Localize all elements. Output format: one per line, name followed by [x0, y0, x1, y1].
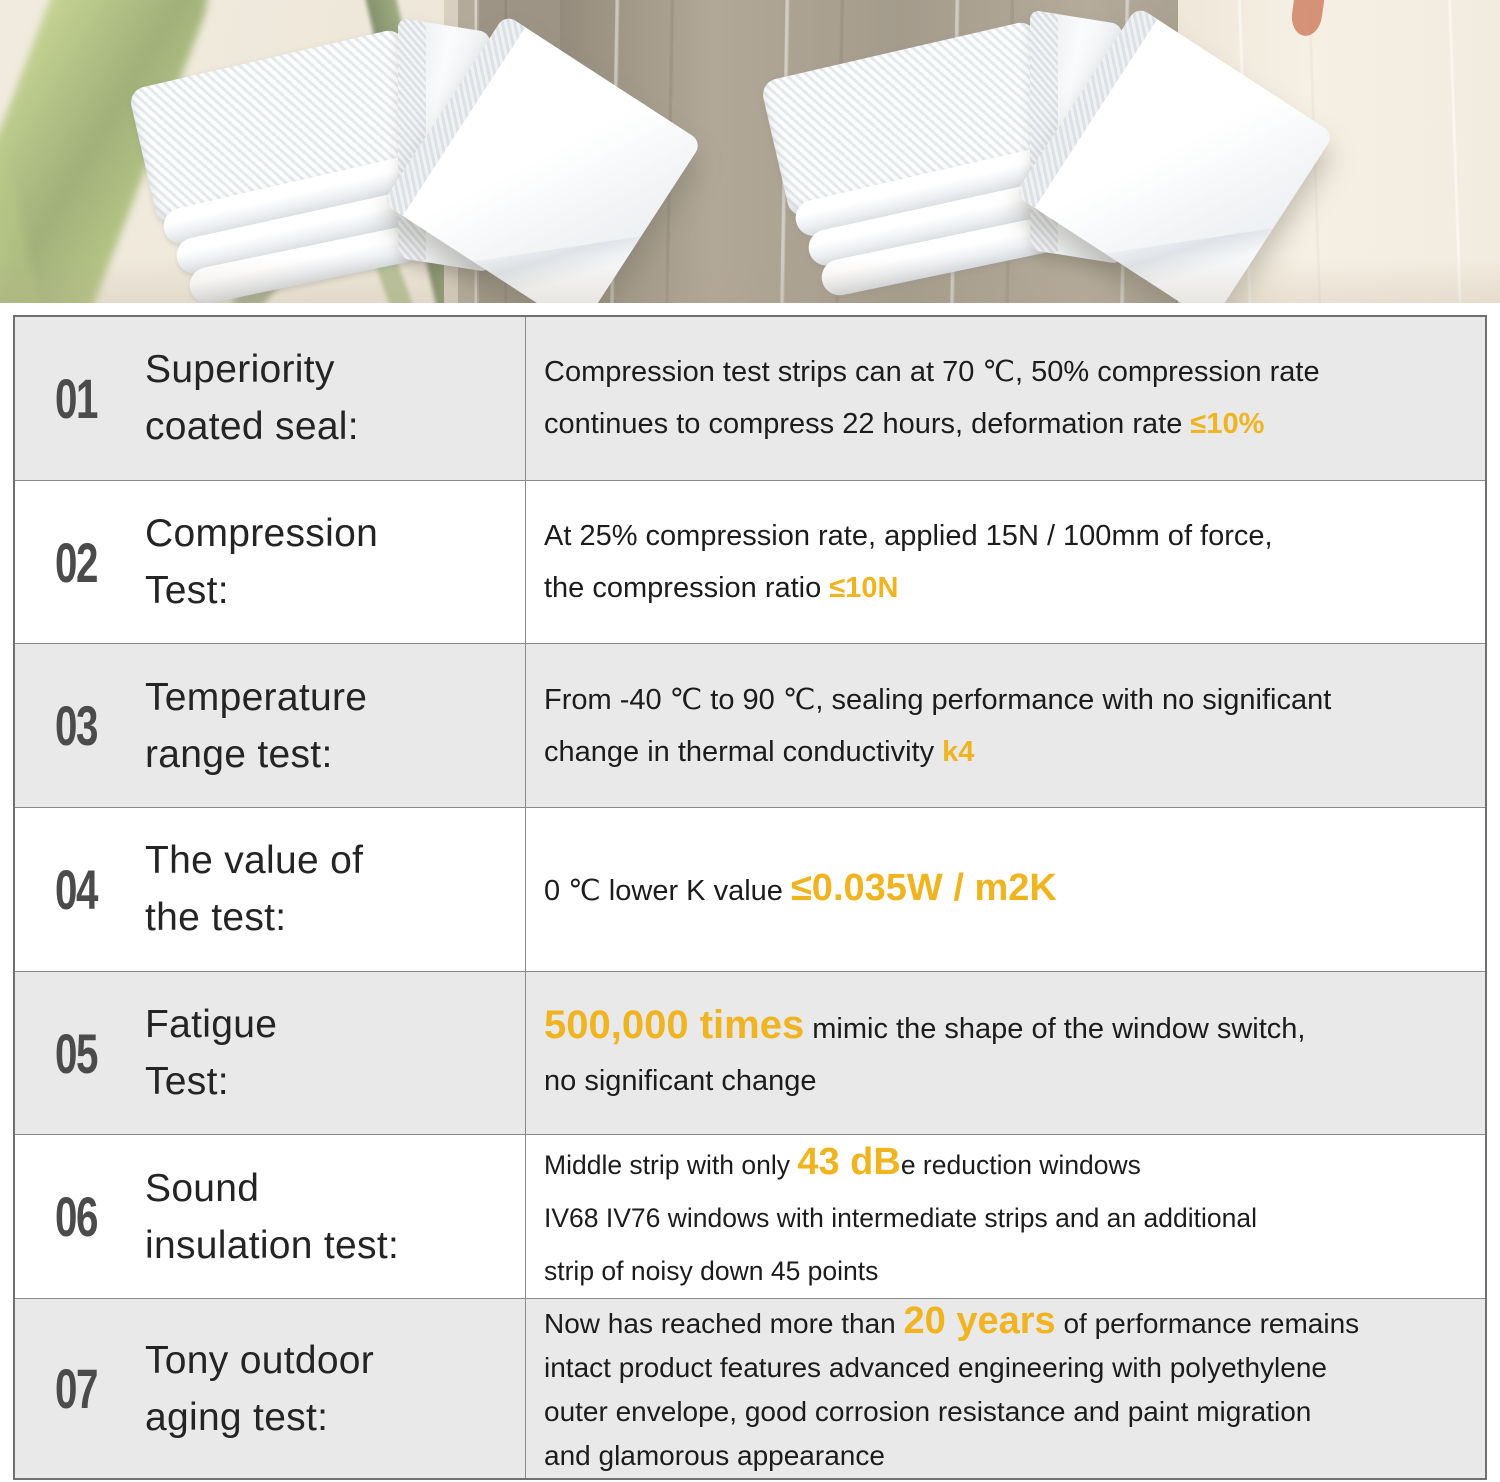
row-title-line: Test: [145, 1060, 229, 1104]
description-text: and glamorous appearance [544, 1440, 885, 1472]
description-text: of performance remains [1055, 1308, 1360, 1340]
row-title-line: Sound [145, 1166, 260, 1210]
row-title [145, 669, 367, 783]
row-title-line: Compression [145, 512, 379, 555]
description-text: At 25% compression rate, applied 15N / 100mm of force, [544, 520, 1273, 552]
description-line [544, 1245, 1475, 1298]
description-line [544, 1192, 1475, 1245]
row-number: 04 [55, 857, 97, 921]
row-number: 02 [55, 530, 97, 594]
description-text: change in thermal conductivity [544, 735, 943, 768]
row-title [145, 505, 378, 619]
description-line [544, 999, 1475, 1055]
description-text: mimic the shape of the window switch, [804, 1013, 1306, 1046]
description-text: no significant change [544, 1065, 817, 1098]
description-line [544, 858, 1475, 921]
row-title-line: The value of [145, 839, 364, 883]
row-header-cell [15, 1135, 526, 1298]
row-number: 07 [55, 1357, 97, 1421]
row-header-cell [15, 808, 526, 971]
highlighted-value: 500,000 times [544, 1003, 805, 1048]
description-text: Middle strip with only [544, 1149, 798, 1180]
highlighted-value: ≤10N [829, 572, 899, 604]
description-line [544, 1055, 1475, 1107]
row-number: 05 [55, 1021, 97, 1085]
foam-pad-cluster-right [632, 0, 1500, 295]
row-description-cell [526, 972, 1485, 1135]
row-title-line: Temperature [145, 675, 368, 719]
row-title-line: coated seal: [145, 405, 359, 449]
highlighted-value: ≤0.035W / m2K [790, 866, 1057, 909]
row-number: 06 [55, 1185, 97, 1249]
row-header-cell [15, 1299, 526, 1478]
adhesive-liner-corner [1103, 156, 1275, 303]
highlighted-value: ≤10% [1190, 408, 1265, 441]
row-title-line: range test: [145, 732, 333, 776]
table-row [15, 480, 1485, 644]
highlighted-value: 43 dB [797, 1140, 901, 1183]
description-line [544, 726, 1475, 778]
row-description-cell [526, 808, 1485, 971]
row-title-line: aging test: [145, 1395, 329, 1439]
table-row [15, 317, 1485, 480]
description-text: e reduction windows [900, 1149, 1141, 1180]
description-text: intact product features advanced engineering with polyethylene [544, 1352, 1327, 1384]
description-text: continues to compress 22 hours, deformation rate [544, 408, 1191, 441]
description-line [544, 1390, 1475, 1434]
row-description-cell [526, 1135, 1485, 1298]
description-line [544, 1434, 1475, 1478]
highlighted-value: k4 [942, 735, 975, 768]
description-text: IV68 IV76 windows with intermediate strips and an additional [544, 1202, 1257, 1233]
row-number: 01 [55, 366, 97, 430]
adhesive-liner-corner [471, 164, 643, 303]
description-text: 0 ℃ lower K value [544, 874, 791, 907]
row-title-line: Fatigue [145, 1003, 278, 1047]
row-title-line: insulation test: [145, 1223, 400, 1267]
highlighted-value: 20 years [903, 1300, 1056, 1343]
test-table [13, 315, 1487, 1480]
description-text: From -40 ℃ to 90 ℃, sealing performance with no significant [544, 683, 1332, 716]
description-line [544, 1346, 1475, 1390]
description-line [544, 562, 1475, 614]
description-line [544, 398, 1475, 450]
row-number: 03 [55, 694, 97, 758]
row-title-line: Test: [145, 569, 229, 612]
row-title [145, 996, 277, 1110]
table-row [15, 1298, 1485, 1478]
product-photo [0, 0, 1500, 303]
table-row [15, 643, 1485, 807]
row-title-line: Superiority [145, 348, 335, 392]
description-line [544, 1136, 1475, 1192]
description-line [544, 510, 1475, 562]
row-title [145, 1332, 374, 1446]
row-description-cell [526, 1299, 1485, 1478]
description-text: the compression ratio [544, 572, 830, 604]
row-title-line: Tony outdoor [145, 1338, 375, 1382]
row-description-cell [526, 481, 1485, 644]
row-header-cell [15, 972, 526, 1135]
table-row [15, 1134, 1485, 1298]
row-description-cell [526, 317, 1485, 480]
table-row [15, 971, 1485, 1135]
description-text: Compression test strips can at 70 ℃, 50% compression rate [544, 356, 1320, 389]
description-line [544, 1299, 1475, 1346]
row-header-cell [15, 481, 526, 644]
row-header-cell [15, 644, 526, 807]
row-description-cell [526, 644, 1485, 807]
description-line [544, 674, 1475, 726]
row-title [145, 832, 363, 946]
description-line [544, 346, 1475, 398]
table-row [15, 807, 1485, 971]
row-title [145, 1160, 399, 1274]
description-text: strip of noisy down 45 points [544, 1255, 879, 1286]
row-title-line: the test: [145, 896, 287, 940]
description-text: outer envelope, good corrosion resistance and paint migration [544, 1396, 1312, 1428]
paint-chip [1212, 262, 1226, 280]
description-text: Now has reached more than [544, 1308, 904, 1340]
row-header-cell [15, 317, 526, 480]
row-title [145, 341, 359, 455]
